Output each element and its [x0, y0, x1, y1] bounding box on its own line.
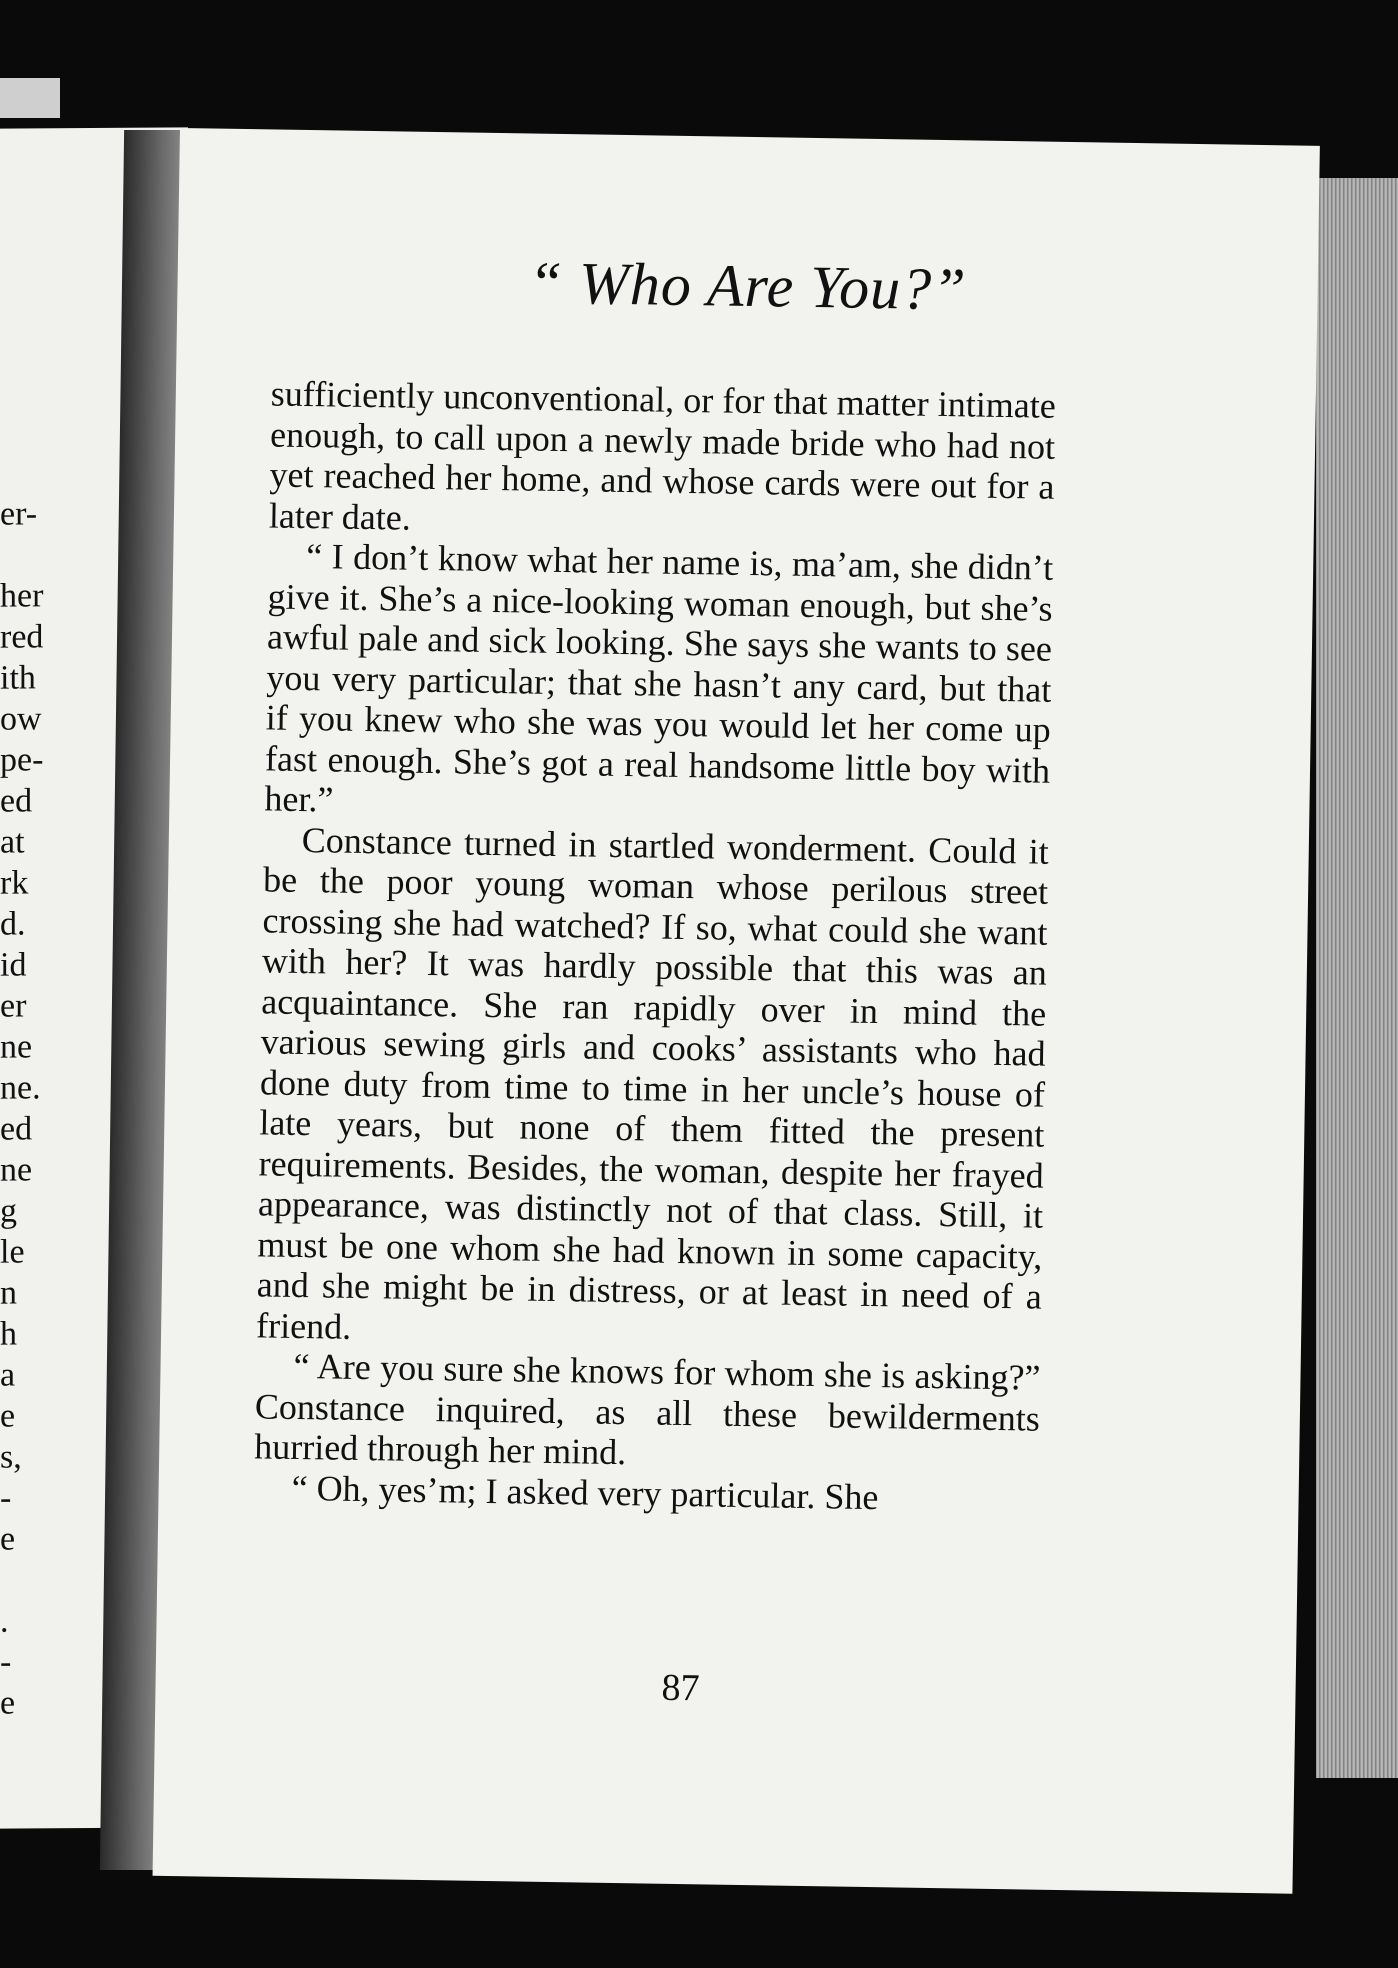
paragraph-3: Constance turned in startled wonderment. Could it be the poor young woman whose perilous street crossing she had watched? If so, what could she want with her? It was hardly possible that this was an acquaintance. She ran rapidly over in mind the various sewing girls and cooks’ assistants who had done duty from time to time in her uncle’s house of late years, but none of them fitted the present requirements. Besides, the woman, despite her frayed appearance, was distinctly not of that class. Still, it must be one whom she had known in some capacity, and she might be in distress, or at least in need of a friend.	[255, 819, 1050, 1347]
left-page-line-fragment: ne	[0, 1151, 33, 1189]
body-text	[253, 373, 1056, 1519]
left-page-line-fragment: ith	[0, 659, 36, 697]
left-page-line-fragment: er-	[0, 495, 38, 533]
left-page-line-fragment	[0, 534, 60, 575]
paragraph-2: “ I don’t know what her name is, ma’am, she didn’t give it. She’s a nice-looking woman enough, but she’s awful pale and sick looking. She says she wants to see you very particular; that she hasn’t any card, but that if you knew who she was you would let her come up fast enough. She’s got a real handsome little boy with her.”	[264, 536, 1054, 820]
left-page-corner	[0, 78, 60, 118]
paragraph-4: “ Are you sure she knows for whom she is asking?” Constance inquired, as all these bewilderments hurried through her mind.	[253, 1345, 1041, 1473]
left-page-line-fragment: n	[0, 1274, 17, 1312]
left-page-line-fragment: e	[0, 1397, 16, 1435]
page-number: 87	[661, 1666, 700, 1710]
paragraph-1: sufficiently unconventional, or for that matter intimate enough, to call upon a newly made bride who had not yet reached her home, and whose cards were out for a later date.	[268, 373, 1057, 538]
left-page-line-fragment: .	[0, 1602, 9, 1640]
left-page-line-fragment: ne.	[0, 1069, 41, 1107]
left-page-line-fragment: red	[0, 618, 44, 656]
left-page-line-fragment: d.	[0, 905, 26, 943]
left-page-line-fragment	[0, 1559, 60, 1600]
running-head: “ Who Are You?”	[528, 249, 968, 323]
left-page-line-fragment: -	[0, 1643, 12, 1681]
page-edges	[1316, 178, 1398, 1778]
left-page-line-fragment: e	[0, 1520, 16, 1558]
left-page-line-fragment: s,	[0, 1438, 22, 1476]
left-page-text-fragments	[0, 493, 60, 1723]
left-page-line-fragment: g	[0, 1192, 17, 1230]
left-page-line-fragment: rk	[0, 864, 29, 902]
left-page-line-fragment: ow	[0, 700, 42, 738]
left-page-line-fragment: -	[0, 1479, 12, 1517]
left-page-line-fragment: ed	[0, 1110, 33, 1148]
left-page-line-fragment: le	[0, 1233, 25, 1271]
left-page-line-fragment: ne	[0, 1028, 33, 1066]
left-page-line-fragment: er	[0, 987, 27, 1025]
left-page-line-fragment: id	[0, 946, 27, 984]
left-page-line-fragment: e	[0, 1684, 16, 1722]
left-page-line-fragment: her	[0, 577, 44, 615]
left-page-line-fragment: at	[0, 823, 25, 861]
left-page-line-fragment: ed	[0, 782, 33, 820]
left-page-line-fragment: h	[0, 1315, 17, 1353]
left-page-line-fragment: a	[0, 1356, 16, 1394]
book-page	[153, 128, 1320, 1894]
paragraph-5: “ Oh, yes’m; I asked very particular. She	[291, 1467, 879, 1517]
left-page-line-fragment: pe-	[0, 741, 44, 779]
